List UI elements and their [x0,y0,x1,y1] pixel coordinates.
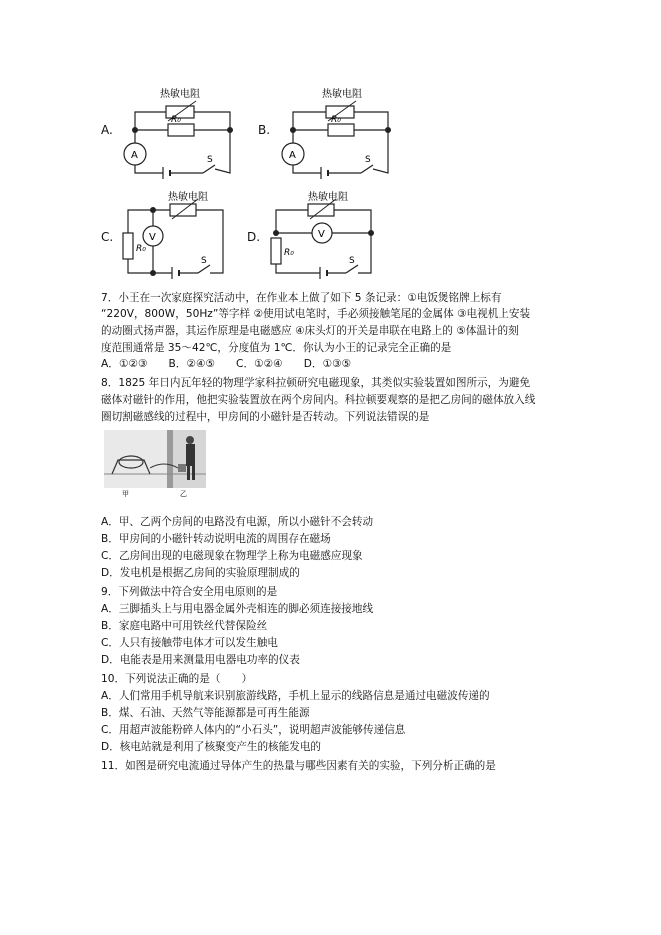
q10-option-c: C．用超声波能粉碎人体内的“小石头”，说明超声波能够传递信息 [101,724,406,736]
q8-line-2: 磁体对磁针的作用，他把实验装置放在两个房间内。科拉顿要观察的是把乙房间的磁体放入线 [101,394,536,406]
svg-text:A: A [131,150,138,161]
svg-text:S: S [207,155,213,165]
q8-line-1: 8．1825 年日内瓦年轻的物理学家科拉顿研究电磁现象，其类似实验装置如图所示，为避免 [101,377,531,389]
svg-text:R₀: R₀ [171,115,181,125]
svg-text:R₀: R₀ [136,244,146,254]
q9-option-c: C．人只有接触带电体才可以发生触电 [101,637,278,649]
q7-options: A．①②③ B．②④⑤ C．①②④ D．①③⑤ [101,358,351,370]
svg-text:V: V [318,229,325,240]
option-d-label: D. [247,230,261,244]
svg-text:A: A [289,150,296,161]
r0-resistor [168,124,194,136]
room-jia-label: 甲 [122,490,129,498]
q11-stem: 11．如图是研究电流通过导体产生的热量与哪些因素有关的实验，下列分析正确的是 [101,760,496,772]
svg-text:热敏电阻: 热敏电阻 [308,192,348,203]
q7-line-2: “220V，800W，50Hz”等字样 ②使用试电笔时，手必须接触笔尾的金属体 ③电视机上安装 [101,308,531,320]
q9-option-b: B．家庭电路中可用铁丝代替保险丝 [101,620,268,632]
q10-option-b: B．煤、石油、天然气等能源都是可再生能源 [101,707,310,719]
q10-stem: 10．下列说法正确的是（ ） [101,673,253,685]
svg-text:热敏电阻: 热敏电阻 [322,89,362,100]
q9-option-d: D．电能表是用来测量用电器电功率的仪表 [101,654,300,666]
q8-option-a: A．甲、乙两个房间的电路没有电源，所以小磁针不会转动 [101,516,374,528]
q7-line-4: 度范围通常是 35～42℃，分度值为 1℃．你认为小王的记录完全正确的是 [101,342,452,354]
circuit-c-diagram [118,188,238,283]
svg-text:S: S [201,256,207,266]
svg-text:R₀: R₀ [331,115,341,125]
r0-resistor [123,233,133,259]
svg-text:S: S [365,155,371,165]
q7-line-3: 的动圈式扬声器，其运作原理是电磁感应 ④床头灯的开关是串联在电路上的 ⑤体温计的刻 [101,325,519,337]
svg-text:V: V [149,232,156,243]
svg-text:热敏电阻: 热敏电阻 [168,192,208,203]
q9-stem: 9．下列做法中符合安全用电原则的是 [101,586,278,598]
circuit-a-diagram [118,85,243,180]
q7-line-1: 7．小王在一次家庭探究活动中，在作业本上做了如下 5 条记录：①电饭煲铭牌上标有 [101,292,502,304]
colladon-experiment-photo [104,430,206,498]
option-c-label: C. [101,230,114,244]
thermistor-label: 热敏电阻 [160,89,200,100]
q8-option-b: B．甲房间的小磁针转动说明电流的周围存在磁场 [101,533,331,545]
svg-text:S: S [349,256,355,266]
circuit-b-diagram [276,85,401,180]
q10-option-a: A．人们常用手机导航来识别旅游线路，手机上显示的线路信息是通过电磁波传递的 [101,690,490,702]
q8-line-3: 圈切割磁感线的过程中，甲房间的小磁针是否转动。下列说法错误的是 [101,411,430,423]
switch-icon [203,165,215,173]
option-b-label: B. [258,123,271,137]
room-yi-label: 乙 [180,490,187,498]
option-a-label: A. [101,123,113,137]
q9-option-a: A．三脚插头上与用电器金属外壳相连的脚必须连接接地线 [101,603,374,615]
q8-option-d: D．发电机是根据乙房间的实验原理制成的 [101,567,300,579]
svg-text:R₀: R₀ [284,248,294,258]
q10-option-d: D．核电站就是利用了核聚变产生的核能发电的 [101,741,322,753]
q8-option-c: C．乙房间出现的电磁现象在物理学上称为电磁感应现象 [101,550,363,562]
circuit-d-diagram [266,188,386,283]
